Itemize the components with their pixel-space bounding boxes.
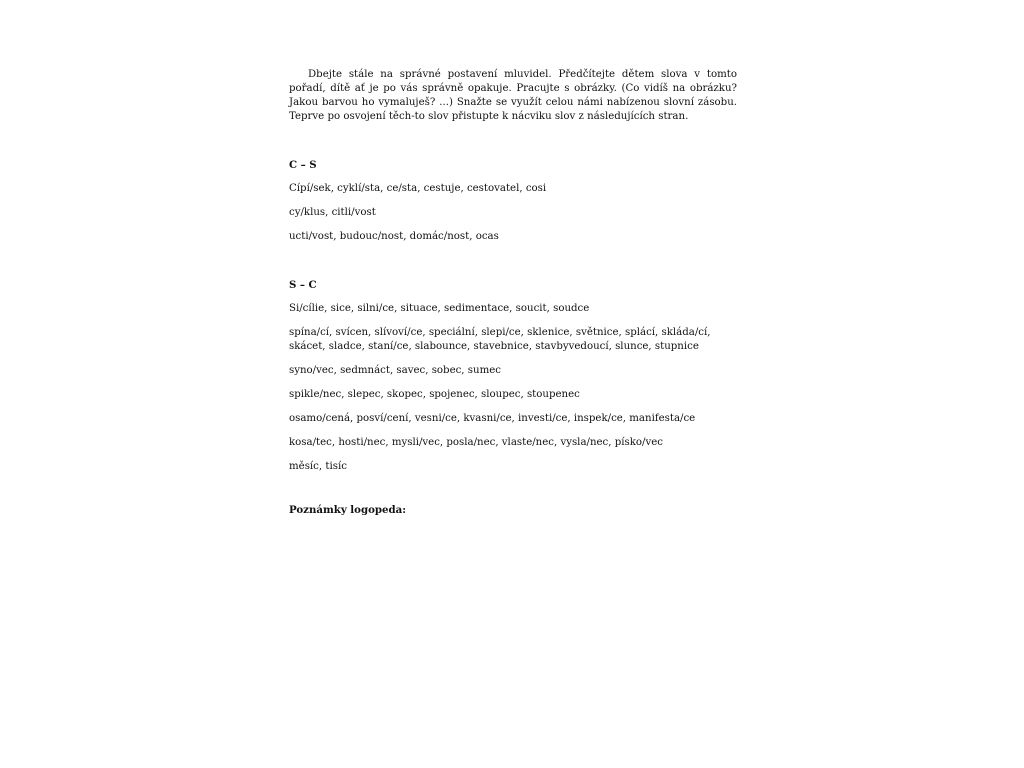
section-heading-c-s: C – S [289, 159, 317, 171]
word-line: spína/cí, svícen, slívoví/ce, speciální, slepi/ce, sklenice, světnice, splácí, skláda/cí, skácet, sladce, staní/ce, slabounce, stavebnice, stavbyvedoucí, slunce, stupnice [289, 327, 711, 352]
section-c-s [289, 158, 737, 244]
document-page [289, 68, 737, 517]
word-line: měsíc, tisíc [289, 461, 347, 472]
word-line: spikle/nec, slepec, skopec, spojenec, sloupec, stoupenec [289, 389, 580, 400]
word-line: syno/vec, sedmnáct, savec, sobec, sumec [289, 365, 501, 376]
section-s-c [289, 278, 737, 474]
section-heading-s-c: S – C [289, 279, 317, 291]
word-line: osamo/cená, posví/cení, vesni/ce, kvasni/ce, investi/ce, inspek/ce, manifesta/ce [289, 413, 696, 424]
notes-heading: Poznámky logopeda: [289, 504, 406, 516]
intro-paragraph: Dbejte stále na správné postavení mluvidel. Předčítejte dětem slova v tomto pořadí, dítě ať je po vás správně opakuje. Pracujte s obrázky. (Co vidíš na obrázku? Jakou barvou ho vymaluješ? ...) Snažte se využít celou námi nabízenou slovní zásobu. Teprve po osvojení těch-to slov přistupte k nácviku slov z následujících stran. [289, 69, 737, 122]
word-line: kosa/tec, hosti/nec, mysli/vec, posla/nec, vlaste/nec, vysla/nec, písko/vec [289, 437, 663, 448]
word-line: ucti/vost, budouc/nost, domác/nost, ocas [289, 231, 499, 242]
word-line: Cípí/sek, cyklí/sta, ce/sta, cestuje, cestovatel, cosi [289, 183, 547, 194]
word-line: Si/cílie, sice, silni/ce, situace, sedimentace, soucit, soudce [289, 303, 590, 314]
word-line: cy/klus, citli/vost [289, 207, 376, 218]
